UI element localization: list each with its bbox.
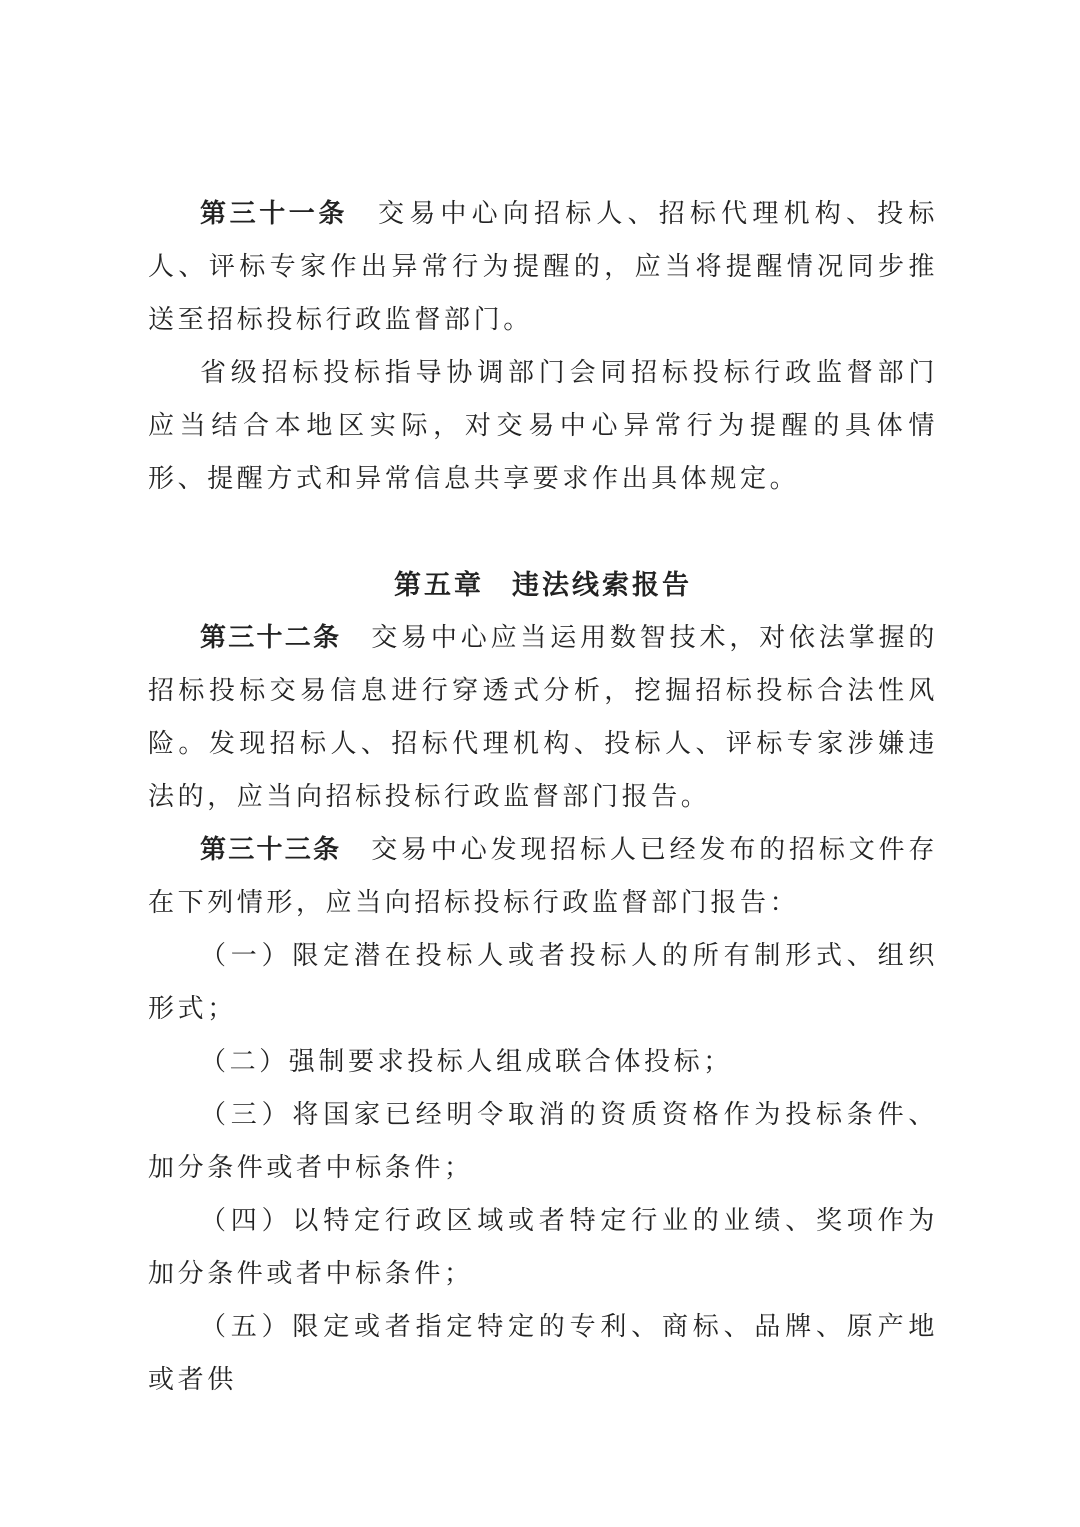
article-31 [148,188,938,347]
article-31-number: 第三十一条 [200,199,348,229]
document-body [148,188,938,1407]
list-item-1: （一）限定潜在投标人或者投标人的所有制形式、组织形式； [148,941,938,1024]
article-31-paragraph-2: 省级招标投标指导协调部门会同招标投标行政监督部门应当结合本地区实际，对交易中心异常行为提醒的具体情形、提醒方式和异常信息共享要求作出具体规定。 [148,358,938,494]
list-item-2: （二）强制要求投标人组成联合体投标； [200,1047,733,1077]
chapter-title: 违法线索报告 [512,570,692,601]
article-31-text: 交易中心向招标人、招标代理机构、投标人、评标专家作出异常行为提醒的，应当将提醒情况同步推送至招标投标行政监督部门。 [148,199,938,335]
chapter-number: 第五章 [394,570,484,601]
article-33-number: 第三十三条 [200,835,342,865]
article-33-text: 交易中心发现招标人已经发布的招标文件存在下列情形，应当向招标投标行政监督部门报告： [148,835,938,918]
article-32-number: 第三十二条 [200,623,342,653]
list-item-5: （五）限定或者指定特定的专利、商标、品牌、原产地或者供 [148,1312,938,1395]
section-spacer [148,506,938,559]
article-32-text: 交易中心应当运用数智技术，对依法掌握的招标投标交易信息进行穿透式分析，挖掘招标投标合法性风险。发现招标人、招标代理机构、投标人、评标专家涉嫌违法的，应当向招标投标行政监督部门报告。 [148,623,938,812]
article-32 [148,612,938,824]
article-33 [148,824,938,930]
list-item-3: （三）将国家已经明令取消的资质资格作为投标条件、加分条件或者中标条件； [148,1100,938,1183]
list-item-4: （四）以特定行政区域或者特定行业的业绩、奖项作为加分条件或者中标条件； [148,1206,938,1289]
chapter-heading [148,559,938,612]
